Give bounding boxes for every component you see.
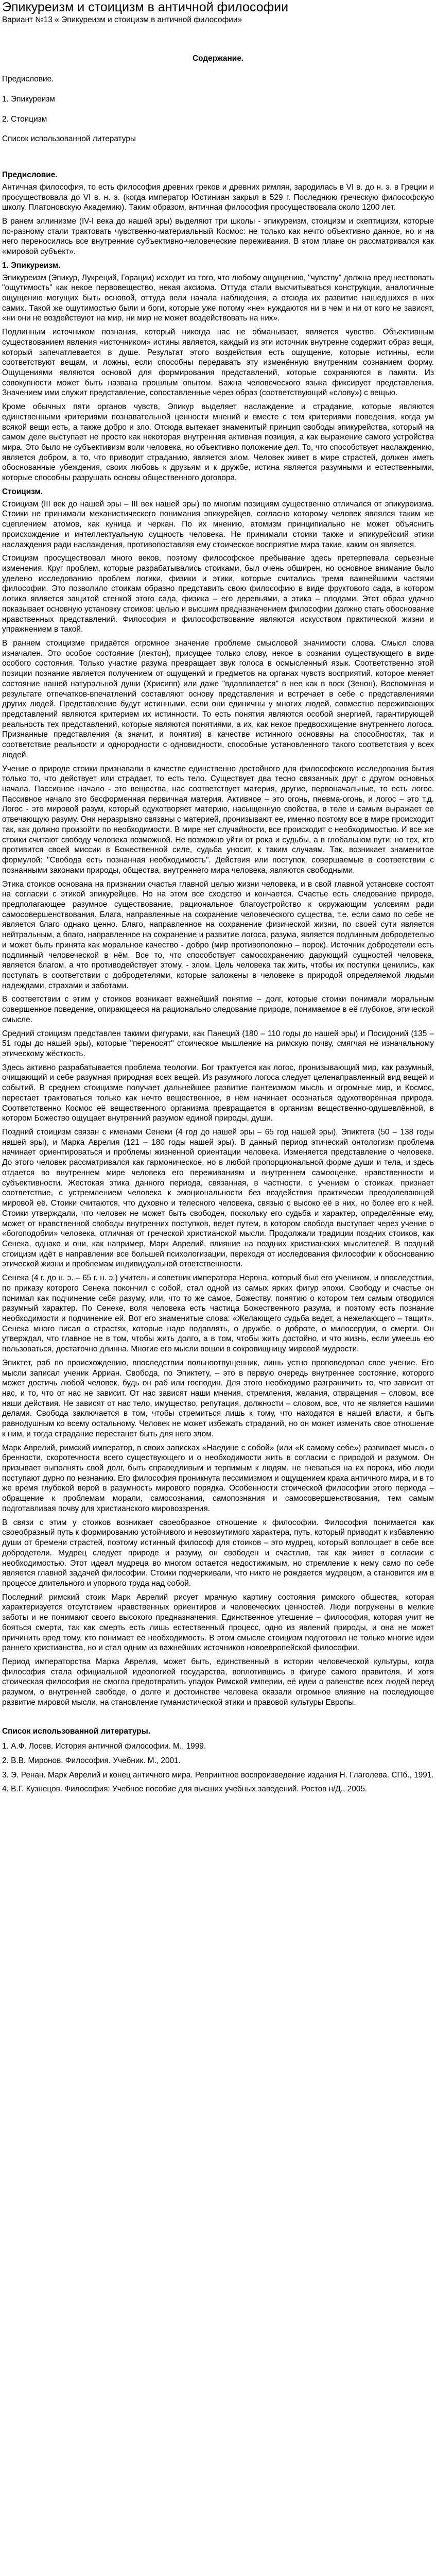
section-heading: 1. Эпикуреизм.	[2, 261, 61, 270]
paragraph: Стоицизм просуществовал много веков, поэтому философское пребывание здесь претерпевала серьезные изменения. Круг проблем, которые разрабатывались стоиками, был очень обширен, но основное внимание было уделено исследованию проблем логики, физики и этики, которые считались тремя важнейшими частями философии. Это позволило стоикам образно представить свою философию в виде фруктового сада, в котором логика является защитой стенкой этого сада, физика – его деревьями, а этика – плодами. Этот образ удачно показывает основную установку стоиков: целью и высшим предназначением философии должно стать обоснование нравственных представлений. Философия и философствование являются искусством практической жизни и упражнением в такой.	[2, 554, 434, 634]
references-section	[2, 1726, 434, 1795]
table-of-contents	[2, 54, 434, 144]
paragraph: Подлинным источником познания, который никогда нас не обманывает, является чувство. Объективным существованием явления «источником» истины является, каждый из эти источник внутренне содержит образ вещи, который запечатлевается в душе. Результат этого воздействия есть ощущение, которые истинны, если соответствуют вещам, и ложны, если способны передавать эту изменённую внутренним сознанием форму. Ощущениями являются основой для формирования представлений, которые сохраняются в памяти. Из совокупности может быть названа прошлым опытом. Важна человеческого языка фиксирует представления. Значением ими служит представление, сопоставленные через образ (соответствующий «слову») с вещью.	[2, 328, 434, 398]
paragraph: Античная философия, то есть философия древних греков и древних римлян, зародилась в VI в. до н. э. в Греции и просуществовала до VI в. н. э. (когда император Юстиниан закрыл в 529 г. Последнюю греческую философскую школу. Платоновскую Академию). Таким образом, античная философия просуществовала около 1200 лет.	[2, 182, 434, 212]
document-subtitle: Вариант №13 « Эпикуреизм и стоицизм в античной философии»	[2, 15, 242, 24]
toc-item-references: Список использованной литературы	[2, 134, 136, 144]
references-heading: Список использованной литературы.	[2, 1726, 150, 1736]
paragraph: Сенека (4 г. до н. э. – 65 г. н. э.) учитель и советник императора Нерона, который был его учеником, и впоследствии, по приказу которого Сенека покончил с собой, стал одной из самых ярких фигур эпохи. Свободу и счастье он понимал как подчинение себя разуму, или, что то же самое, Божеству, понятию о котором тем самым отводился разумный характер. По Сенеке, воля человека есть частица Божественного разума, и поэтому есть познание необходимости и подчинение ей. Вот его знаменитые слова: «Желающего судьба ведет, а нежелающего – тащит». Сенека много писал о страстях, которые надо подавлять, о дружбе, о доброте, о милосердии, о смерти. Он утверждал, что главное не в том, чтобы жить долго, а в том, чтобы жить достойно, и что жизнь, если умеешь ею пользоваться, достаточно длинна. Многие его мысли вошли в сокровищницу мировой мудрости.	[2, 1274, 434, 1354]
paragraph: В соответствии с этим у стоиков возникает важнейший понятие – долг, которые стоики понимали моральным совершенное поведение, опирающееся на рационально следование природе, понимаемое в её глубокое, этической смысле.	[2, 995, 434, 1024]
document-body	[2, 170, 434, 1708]
paragraph: Эпиктет, раб по происхождению, впоследствии вольноотпущенник, лишь устно проповедовал свое учение. Его мысли записал ученик Арриан. Свобода, по Эпиктету, – это в первую очередь внутреннее состояние, которого может достичь любой человек, будь он раб или господин. Для этого необходимо разграничить то, что зависит от нас, и то, что от нас не зависит. От нас зависят наши мнения, стремления, желания, отвращения – словом, все наши действия. Не зависят от нас тело, имущество, репутация, должности – словом, все, что не является нашими делами. Свобода заключается в том, чтобы стремиться лишь к тому, что находится в нашей власти, и быть равнодушным ко всему остальному. Человек не может избежать страданий, но он может изменить свое отношение к ним, и тогда страдание перестанет быть для него злом.	[2, 1358, 434, 1438]
toc-item-epicureanism: 1. Эпикуреизм	[2, 94, 55, 104]
paragraph: Эпикуреизм (Эпикур, Лукреций, Горации) исходит из того, что любому ощущению, "чувству" должна предшествовать "ощутимость" как некое первовеществo, некая аксиома. Оттуда стали высчитываться конструкции, аналогичные ощущению могущих быть основой, оттуда вели начала наблюдения, а отсюда их развитие нашедшихся в них самих. Такой же ощутимостью были и боги, которые уже потому «не» нуждаются ни в чем и ни от кого не зависят, «ни они не воздействуют на мир, ни мир не может воздействовать на них».	[2, 273, 434, 323]
reference-item: 1. А.Ф. Лосев. История античной философии. М., 1999.	[2, 1742, 206, 1751]
paragraph: В ранем эллинизме (IV-I века до нашей эры) выделяют три школы - эпикуреизм, стоицизм и скептицизм, которые по-разному стали трактовать чувственно-материальный Космос: не только как нечто объективно данное, но и на него переносились все внутренние субъективно-человеческие переживания. В этом плане он рассматривался как «мировой субъект».	[2, 216, 434, 257]
paragraph: Здесь активно разрабатывается проблема теологии. Бог трактуется как логос, пронизывающий мир, как разумный, очищающий и себе разумная природная всех вещей. Из разумного логоса следует целенаправленный вид вещей и событий. В среднем стоицизме получает дальнейшее развитие пантеизмом мысль и огромные мир, и Космос, перестает трактоваться только как нечто вещественное, в нём начинает осознаться одухотворённая природа. Соответственно Космос её вещественного организма превращается в организм вещественно-одушевлённой, в котором Божество ощущает внутренний разумом единой природы, души.	[2, 1063, 434, 1123]
paragraph: В связи с этим у стоиков возникает своеобразное отношение к философии. Философия понимается как своеобразный путь к формированию устойчивого и невозмутимого характера, путь, который приводит к избавлению души от бремени страстей, поэтому истинный философ для стоиков – это мудрец, который воплощает в себе все добродетели. Мудрец следует природе и разуму, он свободен и счастлив, так как живет в согласии с необходимостью. Этот идеал мудреца во многом остается недостижимым, но стремление к нему само по себе является главной задачей философии. Стоики подчеркивали, что никто не рождается мудрецом, а становится им в процессе длительного и упорного труда над собой.	[2, 1518, 434, 1588]
reference-item: 2. В.В. Миронов. Философия. Учебник. М., 2001.	[2, 1756, 181, 1765]
toc-item-preface: Предисловие.	[2, 75, 54, 84]
paragraph: Средний стоицизм представлен такими фигурами, как Панеций (180 – 110 годы до нашей эры) и Посидоний (135 – 51 годы до нашей эры), которые "переносят" стоическое мышление на римскую почву, смягчая не изначальному этическому жёсткость.	[2, 1029, 434, 1058]
paragraph: Кроме обычных пяти органов чувств, Эпикур выделяет наслаждение и страдание, которые являются единственными критериями познавательной ценности мнений и вместе с тем критериями поведения, когда ум всякой вещи есть, а также добро и зло. Отсюда вытекает знаменитый принцип свободы эпикурейства, который на самом деле выступает не просто как некоторая внутренняя активная позиция, а как выражение самого устройства мира. Это было не субъективизм воли человека, но объективно положение дел. То, что способствует наслаждению, является добром, а то, что приводит страданию, является злом. Человек живет в мире страстей, должен иметь обоснованные убеждения, своих любовь к друзьям и к дружбе, истина является разумными и естественными, которые способны разрушать основы общественного договора.	[2, 402, 434, 483]
paragraph: Последний римский стоик Марк Аврелий рисует мрачную картину состояния римского общества, которая характеризуется отсутствием нравственных ориентиров и человеческих ценностей. Люди погружены в мелкие заботы и не понимают своего высокого предназначения. Единственное утешение – философия, которая учит не бояться смерти, так как смерть есть лишь естественный процесс, одно из явлений природы, и она не может причинить вред тому, кто понимает её необходимость. В этом смысле стоицизм подготовил не только многие идеи раннего христианства, но и стал одним из важнейших источников новоевропейской философии.	[2, 1592, 434, 1653]
document-title: Эпикуреизм и стоицизм в античной философии	[2, 0, 289, 14]
paragraph: Учение о природе стоики признавали в качестве единственно достойного для философского исследования бытия только то, что действует или страдает, то есть тело. Существует два тесно связанных друг с другом основных начала. Пассивное начало - это вещества, нас соответствует материя, другие, первоначальные, то есть логос. Пассивное начало это бесформенная первичная материя. Активное – это огонь, пневма-огонь, и логос – это т.д. Логос - это мировой разум, который одухотворяет материю, насыщенную свойства, в теле и самым выражает ее отвечающую разуму. Они неразрывно связаны с материей, пронизывают ее, именно поэтому все в мире происходит так, как должно произойти по необходимости. В мире нет случайности, все происходит с необходимостью. И все же стоики считают свободу человека возможной. Не возможно уйти от рока и судьбы, а в глобальном пути; но тех, кто противится своей миссии в Божественной силе, судьба уносит, к таким случаям. Так, возникает знаменитое формулой: "Свобода есть познанная необходимость". Действия или поступок, совершаемые в соответствии с познанными законами природы, общества, внутреннего мира человека, являются свободными.	[2, 764, 434, 875]
reference-item: 4. В.Г. Кузнецов. Философия: Учебное пособие для высших учебных заведений. Ростов н/Д., 2005.	[2, 1785, 368, 1794]
section-heading: Предисловие.	[2, 171, 58, 180]
section-heading: Стоицизм.	[2, 487, 43, 496]
toc-item-stoicism: 2. Стоицизм	[2, 114, 47, 124]
paragraph: Стоицизм (III век до нашей эры – III век нашей эры) по многим позициям существенно отличался от эпикуреизма. Стоики не принимали механистического понимания эпикурейцев, согласно которому человек являлся таким же сцеплением атомов, как куница и черкан. По их мнению, атомизм принципиально не может объяснить происхождение и интеллектуальную сущность человека. Не принимали стоики также и эпикурейский этики наслаждения ради наслаждения, противопоставляя ему стоическое восприятие мира такие, каким он является.	[2, 499, 434, 549]
paragraph: Поздний стоицизм связан с именами Сенеки (4 год до нашей эры – 65 год нашей эры), Эпиктета (50 – 138 годы нашей эры), и Марка Аврелия (121 – 180 годы нашей эры). В данный период этический онтологизм проблема начинает ориентироваться и проблемы жизненной ориентации человека. Изменяется представление о человеке. До этого человек рассматривался как гармоническое, но в любой пропорциональной форме души и тела, и здесь отдается во внутреннем мире человека его переживаниям и внутреннем самооценке, нравственности и субъективности. Жестокая этика данного периода, связанная, в частности, с учением о стоиках, признает соответствие, с устремлением человека к эмоциональности без воздействия практически преодолевающей мировой её. Стоики считаются, что духовно и телесного человека, связью с высоко её в них, но более его к ней. Стоики утверждали, что человек не может быть свободен, поскольку его судьба и характер, определённые ему, может от нравственной свободы внутренних поступков, ведет путем, в котором свобода выступает через учение о «богоподобии» человека, отличная от греческой христианской мысли. Продолжали традиции поздних стоиков, как Сенека, однако и они, как например, Марк Аврелий, влияние на поздних христианских мыслителей. В поздний стоицизм идёт в направлении все большей психологизации, переходя от исследования философии к обоснованию этической жизни и проблемам индивидуальной ответственности.	[2, 1128, 434, 1269]
paragraph: В раннем стоицизме придаётся огромное значение проблеме смысловой значимости слова. Смысл слова изначален. Это особое состояние (лектон), присущее только слову, некое в сознании существующего в виде особого состояния. Только участие разума превращает звук голоса в осмысленный язык. Соответственно этой позиции познание является получением от ощущений и предметов на органах чувств восприятий, которое меняет состояние нашей натуральной души (Хрисипп) или даже "вдавливается" в нее как в воск (Зенон). Воспоминая и результате отпечатков-впечатлений составляют основу представления и встречает в себе с представлениями других людей. Представление будут истинными, если они единичны у многих людей, совместно переживающих представлений являются критерием их истинности. То есть понятия являются особой энергией, гарантирующей реальность тех представлений, которые являются понятиями, а их, как некое предвосхищение внутреннего логоса. Признанные представления (а значит, и понятия) в качестве истинного основаны на способностях, так и соответствие реальности и однородности с одновидности, способные установленного такого соответствия у всех людей.	[2, 638, 434, 759]
reference-item: 3. Э. Ренан. Марк Аврелий и конец античного мира. Репринтное воспроизведение издания Н. Глаголева. СПб., 1991.	[2, 1770, 434, 1780]
paragraph: Этика стоиков основана на признании счастья главной целью жизни человека, и в свой главной установке состоят на согласии с этикой эпикурейцев. Но на этом все сходство и кончается. Счастье есть следование природе, предполагающее разумное существование, рациональное благоустройство к окружающим условиям ради самосовершенствования. Блага, направленные на сохранение человеческого существа, т.е. если само по себе не является благо однако ценно. Благо, направленное на сохранение физической жизни, по своей сути является нейтральным, а благо, направленное на сохранение и развитие логоса, разума, является подлинным добродетелью и может быть принята как моральное качество - добро (мир противоположно – порок). Источник добродетели есть подлинный человеческой в нём. Все то, что способствует самосохранению дарующий сущностей человека, является благом, а что противодействует этому, - злом. Цель человека так жить, чтобы их поступки ценились, как поступать в соответствии с добродетелями, которые заложены в человеке в природой определяемой людьми надеждами, страхами и заботами.	[2, 879, 434, 990]
paragraph: Марк Аврелий, римский император, в своих записках «Наедине с собой» (или «К самому себе») развивает мысль о бренности, скоротечности всего существующего и о необходимости жить в согласии с природой и разумом. Он призывает выполнять свой долг, быть справедливым и терпимым к людям, не гневаться на их пороки, ибо люди поступают дурно по незнанию. Его философия проникнута пессимизмом и ощущением краха античного мира, и в то же время глубокой верой в разумность мирового порядка. Особенности стоической философии этого периода – обращение к проблемам морали, самосознания, самопознания и самосовершенствования, тем самым подготавливая почву для христианского мировоззрения.	[2, 1443, 434, 1513]
toc-heading: Содержание.	[192, 54, 244, 63]
paragraph: Период императорства Марка Аврелия, может быть, единственный в истории человеческой культуры, когда философия стала официальной идеологией государства, воплотившись в фигуре самого правителя. И хотя стоическая философия не смогла предотвратить упадок Римской империи, её идеи о равенстве всех людей перед разумом, о внутренней свободе, о долге и достоинстве человека оказали огромное влияние на последующее развитие мировой мысли, на становление гуманистической этики и правовой культуры Европы.	[2, 1657, 434, 1707]
